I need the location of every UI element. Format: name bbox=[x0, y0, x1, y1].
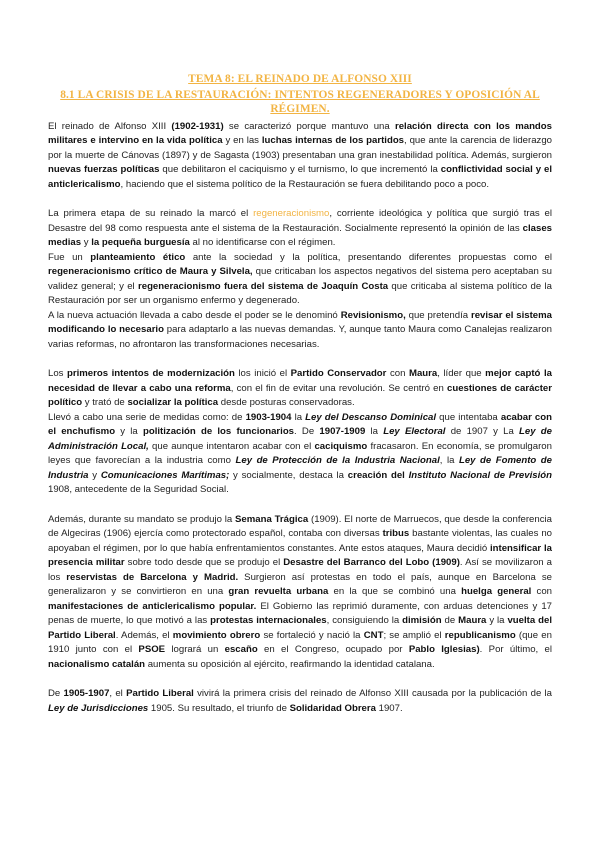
text-run: aumenta su oposición al ejército, reafirmando la identidad catalana. bbox=[145, 658, 435, 670]
text-run: y bbox=[81, 237, 92, 248]
bold-term: regeneracionismo crítico de Maura y Silvela, bbox=[48, 266, 253, 277]
bold-term: movimiento obrero bbox=[172, 629, 261, 641]
bold-italic-term: Ley de Jurisdicciones bbox=[48, 702, 149, 714]
bold-term: acabar con el enchufismo bbox=[48, 411, 552, 437]
bold-term: clases medias bbox=[48, 222, 552, 248]
text-run: Surgieron así protestas en todo el país, aunque en Barcelona se generalizaron y se convirtieron en una bbox=[48, 571, 552, 597]
text-run: y trató de bbox=[82, 397, 128, 408]
text-run: los inició el bbox=[234, 368, 291, 379]
bold-term: regeneracionismo fuera del sistema de Joaquín Costa bbox=[138, 280, 389, 292]
text-run: y la bbox=[486, 615, 508, 626]
bold-term: Revisionismo, bbox=[340, 309, 406, 321]
text-run: , corriente ideológica y política que surgió tras el Desastre del 98 como respuesta ante el sistema de la Restauración. Socialmente representó la opinión de las bbox=[48, 208, 553, 234]
text-run: (que en 1910 junto con el bbox=[48, 629, 552, 655]
bold-term: Desastre del Barranco del Lobo (1909) bbox=[283, 557, 460, 568]
text-run: y bbox=[88, 469, 101, 481]
bold-italic-term: Ley Electoral bbox=[383, 426, 446, 437]
text-run: El reinado de Alfonso XIII bbox=[48, 120, 172, 132]
text-run: y la bbox=[115, 426, 143, 437]
text-run: ante la sociedad y la política, presentando diferentes propuestas como el bbox=[185, 251, 553, 263]
section-title: 8.1 LA CRISIS DE LA RESTAURACIÓN: INTENTOS REGENERADORES Y OPOSICIÓN AL RÉGIMEN. bbox=[60, 88, 540, 115]
text-run: bastante violentas, las cuales no apoyaban el régimen, por lo que había enfrentamientos constantes. Ante estos ataques, Maura decidió bbox=[48, 528, 552, 554]
bold-term: revisar el sistema modificando lo necesario bbox=[48, 309, 552, 335]
text-run: , haciendo que el sistema político de la Restauración se fuera debilitando poco a poco. bbox=[120, 178, 490, 190]
bold-term: escaño bbox=[224, 644, 258, 655]
highlighted-term: regeneracionismo bbox=[253, 208, 330, 219]
text-run: 1907. bbox=[375, 702, 403, 714]
bold-term: gran revuelta urbana bbox=[228, 586, 329, 597]
paragraph-medidas bbox=[48, 411, 552, 498]
text-run: A la nueva actuación llevada a cabo desde el poder se le denominó bbox=[48, 309, 341, 321]
bold-term: 1907-1909 bbox=[319, 426, 366, 437]
text-run: sobre todo desde que se produjo el bbox=[124, 557, 284, 568]
bold-term: republicanismo bbox=[444, 629, 516, 641]
text-run: que criticaba al sistema político de la Restauración por ser un organismo enfermo y degenerado. bbox=[48, 280, 552, 306]
bold-term: primeros intentos de modernización bbox=[67, 368, 235, 379]
paragraph-gap bbox=[48, 192, 552, 207]
paragraph-modernizacion bbox=[48, 367, 552, 411]
text-run: de bbox=[441, 615, 459, 626]
bold-term: nuevas fuerzas políticas bbox=[48, 164, 160, 175]
text-run: la bbox=[291, 411, 306, 423]
text-run: (1909). El norte de Marruecos, que desde la conferencia de Algeciras (1906) ejercía como protectorado español, contaba con diversas bbox=[48, 513, 552, 539]
paragraph-revisionismo bbox=[48, 309, 552, 353]
text-run: fracasaron. En economía, se promulgaron leyes que favorecían a la industria como bbox=[48, 440, 552, 466]
text-run: . Así se movilizaron a los bbox=[48, 557, 552, 583]
text-run: logrará un bbox=[165, 644, 225, 655]
bold-italic-term: Ley de Administración Local, bbox=[48, 426, 552, 452]
bold-term: huelga general bbox=[461, 586, 532, 597]
bold-term: Partido Liberal bbox=[126, 688, 194, 699]
bold-italic-term: Ley de Fomento de Industria bbox=[48, 455, 552, 481]
bold-term: politización de los funcionarios bbox=[142, 426, 295, 437]
paragraph-planteamiento-etico bbox=[48, 251, 552, 309]
bold-term: conflictividad social y el anticlericalismo bbox=[48, 164, 552, 190]
text-run: y socialmente, destaca la bbox=[229, 469, 348, 481]
text-run: Fue un bbox=[48, 251, 91, 263]
bold-term: Pablo Iglesias) bbox=[408, 644, 480, 655]
bold-italic-term: Ley del Descanso Dominical bbox=[305, 411, 437, 423]
text-run: , consiguiendo la bbox=[326, 615, 403, 626]
text-run: se caracterizó porque mantuvo una bbox=[223, 120, 395, 132]
bold-term: 1903-1904 bbox=[245, 411, 292, 423]
bold-term: manifestaciones de anticlericalismo popular. bbox=[48, 600, 257, 612]
bold-term: cuestiones de carácter político bbox=[48, 382, 553, 408]
bold-italic-term: Instituto Nacional de Previsión bbox=[408, 469, 552, 481]
text-run: con bbox=[386, 368, 409, 379]
text-run: . Por último, el bbox=[479, 644, 552, 655]
bold-term: luchas internas de los partidos bbox=[261, 135, 405, 146]
text-run: , líder que bbox=[437, 368, 486, 379]
text-run: que debilitaron el caciquismo y el turnismo, lo que incrementó la bbox=[159, 164, 441, 175]
bold-term: Maura bbox=[458, 615, 487, 626]
bold-term: creación del bbox=[347, 469, 409, 481]
paragraph-gap bbox=[48, 498, 552, 513]
text-run: ; se amplió el bbox=[383, 629, 445, 641]
bold-term: intensificar la presencia militar bbox=[48, 542, 552, 568]
paragraph-reinado-intro bbox=[48, 120, 552, 193]
text-run: , con el fin de evitar una revolución. Se centró en bbox=[230, 382, 447, 394]
text-run: , el bbox=[109, 688, 127, 699]
bold-term: CNT bbox=[363, 629, 384, 641]
text-run: en el Congreso, ocupado por bbox=[257, 644, 409, 655]
text-run: 1908, antecedente de la Seguridad Social. bbox=[48, 484, 229, 495]
bold-term: Partido Conservador bbox=[290, 368, 387, 379]
text-run: El Gobierno las reprimió duramente, con arduas detenciones y 17 penas de muerte, lo que motivó a las bbox=[48, 600, 552, 626]
bold-term: Semana Trágica bbox=[235, 513, 309, 525]
bold-term: 1905-1907 bbox=[63, 688, 110, 699]
bold-term: relación directa con los mandos militares e intervino en la vida política bbox=[48, 120, 552, 146]
bold-term: reservistas de Barcelona y Madrid. bbox=[66, 571, 239, 583]
text-run: que criticaban los aspectos negativos del sistema pero aceptaban su validez general; y el bbox=[48, 266, 552, 292]
bold-italic-term: Ley de Protección de la Industria Nacional bbox=[235, 455, 440, 466]
text-run: La primera etapa de su reinado la marcó el bbox=[48, 208, 254, 219]
bold-term: PSOE bbox=[138, 644, 166, 655]
bold-term: Solidaridad Obrera bbox=[289, 702, 376, 714]
bold-term: la pequeña burguesía bbox=[91, 237, 190, 248]
bold-term: protestas internacionales bbox=[210, 615, 327, 626]
text-run: la bbox=[365, 426, 384, 437]
paragraph-gap bbox=[48, 352, 552, 367]
bold-term: mejor captó la necesidad de llevar a cabo una reforma bbox=[48, 368, 552, 394]
text-run: vivirá la primera crisis del reinado de Alfonso XIII causada por la publicación de la bbox=[193, 688, 553, 699]
text-run: . Además, el bbox=[115, 629, 173, 641]
text-run: De bbox=[48, 688, 64, 699]
bold-term: dimisión bbox=[402, 615, 442, 626]
bold-term: (1902-1931) bbox=[171, 120, 224, 132]
text-run: que aunque intentaron acabar con el bbox=[148, 440, 315, 452]
text-run: . De bbox=[294, 426, 320, 437]
text-run: al no identificarse con el régimen. bbox=[189, 237, 336, 248]
text-run: Los bbox=[48, 368, 68, 379]
bold-italic-term: Comunicaciones Marítimas; bbox=[100, 469, 230, 481]
page-title: TEMA 8: EL REINADO DE ALFONSO XIII bbox=[188, 73, 412, 85]
text-run: desde posturas conservadoras. bbox=[218, 397, 355, 408]
text-run: , la bbox=[439, 455, 459, 466]
paragraph-semana-tragica bbox=[48, 513, 552, 673]
text-run: , que ante la carencia de liderazgo por la muerte de Cánovas (1897) y de Sagasta (1903) presentaban una gran inestabilidad política. Además, surgieron bbox=[48, 135, 552, 161]
text-run: y en las bbox=[222, 135, 262, 146]
bold-term: Maura bbox=[408, 368, 438, 379]
bold-term: socializar la política bbox=[127, 397, 219, 408]
text-run: para adaptarlo a las nuevas demandas. Y, aunque tanto Maura como Canalejas realizaron varias reformas, no afrontaron las transformaciones necesarias. bbox=[48, 324, 552, 350]
text-run: 1905. Su resultado, el triunfo de bbox=[148, 702, 290, 714]
paragraph-regeneracionismo bbox=[48, 207, 552, 251]
bold-term: tribus bbox=[382, 528, 410, 539]
text-run: se fortaleció y nació la bbox=[260, 629, 364, 641]
bold-term: vuelta del Partido Liberal bbox=[48, 615, 552, 641]
text-run: de 1907 y La bbox=[445, 426, 520, 437]
bold-term: caciquismo bbox=[314, 440, 368, 452]
bold-term: planteamiento ético bbox=[90, 251, 186, 263]
text-run: que intentaba bbox=[436, 411, 501, 423]
document-page bbox=[48, 72, 552, 716]
text-run: Llevó a cabo una serie de medidas como: de bbox=[48, 411, 246, 423]
text-run: que pretendía bbox=[405, 309, 471, 321]
text-run: en la que se combinó una bbox=[328, 586, 462, 597]
text-run: Además, durante su mandato se produjo la bbox=[48, 513, 236, 525]
text-run: con bbox=[531, 586, 553, 597]
paragraph-gap bbox=[48, 672, 552, 687]
bold-term: nacionalismo catalán bbox=[48, 658, 146, 670]
paragraph-partido-liberal bbox=[48, 687, 552, 716]
